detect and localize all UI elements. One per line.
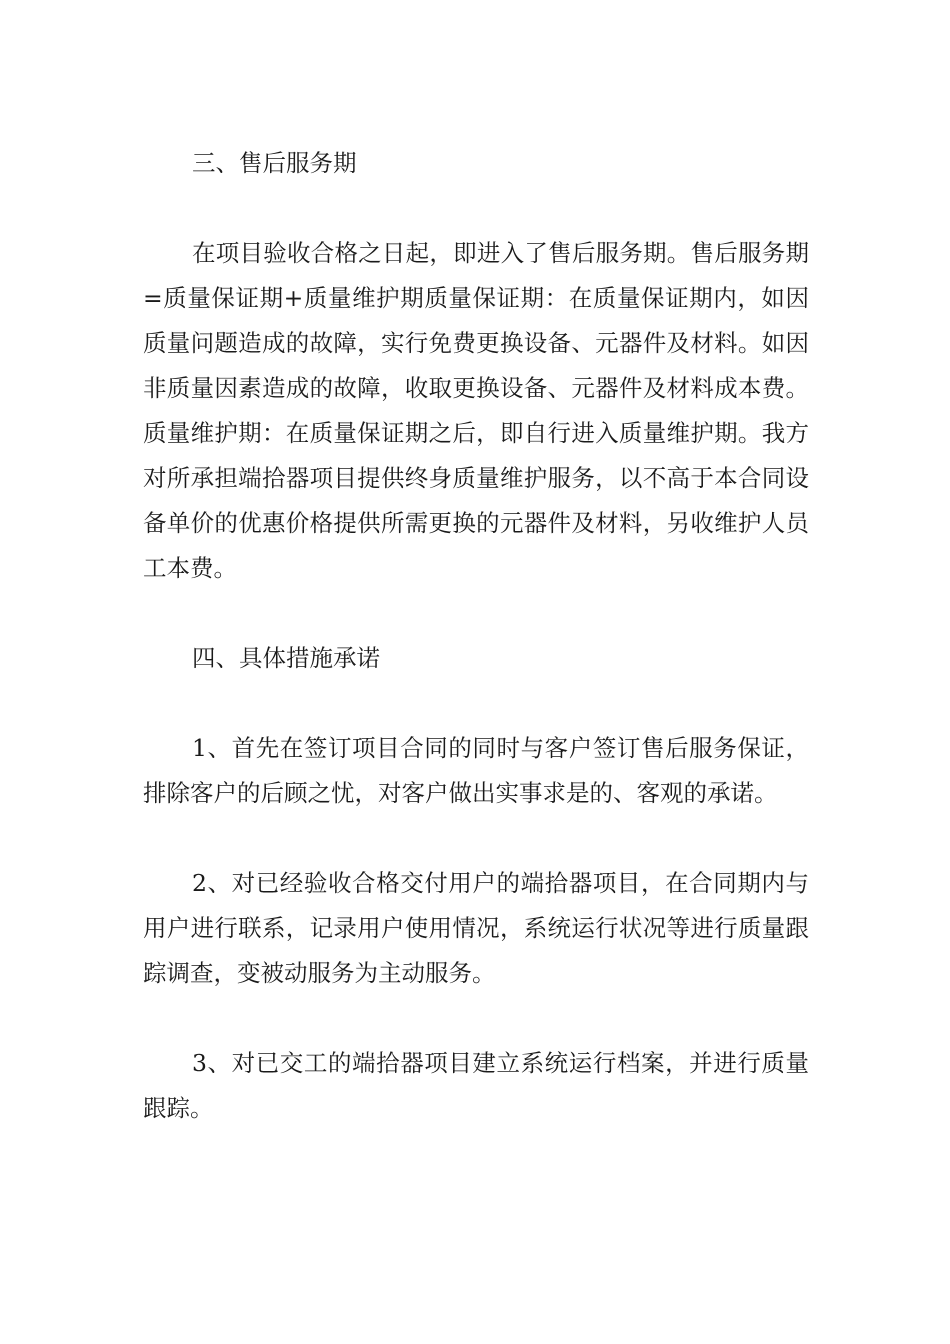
section-heading-commitments: 四、具体措施承诺 [192, 644, 380, 672]
spacer [143, 681, 809, 726]
spacer [143, 996, 809, 1041]
document-body [143, 141, 809, 1131]
commitment-item-1: 1、首先在签订项目合同的同时与客户签订售后服务保证，排除客户的后顾之忧，对客户做出实事求是的、客观的承诺。 [143, 734, 809, 807]
commitment-item-3: 3、对已交工的端拾器项目建立系统运行档案，并进行质量跟踪。 [143, 1049, 809, 1122]
spacer [143, 591, 809, 636]
spacer [143, 816, 809, 861]
commitment-item-2: 2、对已经验收合格交付用户的端拾器项目，在合同期内与用户进行联系，记录用户使用情况，系统运行状况等进行质量跟踪调查，变被动服务为主动服务。 [143, 869, 809, 987]
spacer [143, 186, 809, 231]
section-heading-after-sales-period: 三、售后服务期 [192, 149, 357, 177]
paragraph-after-sales-period: 在项目验收合格之日起，即进入了售后服务期。售后服务期=质量保证期+质量维护期质量保证期：在质量保证期内，如因质量问题造成的故障，实行免费更换设备、元器件及材料。如因非质量因素造成的故障，收取更换设备、元器件及材料成本费。质量维护期：在质量保证期之后，即自行进入质量维护期。我方对所承担端拾器项目提供终身质量维护服务，以不高于本合同设备单价的优惠价格提供所需更换的元器件及材料，另收维护人员工本费。 [143, 239, 809, 582]
